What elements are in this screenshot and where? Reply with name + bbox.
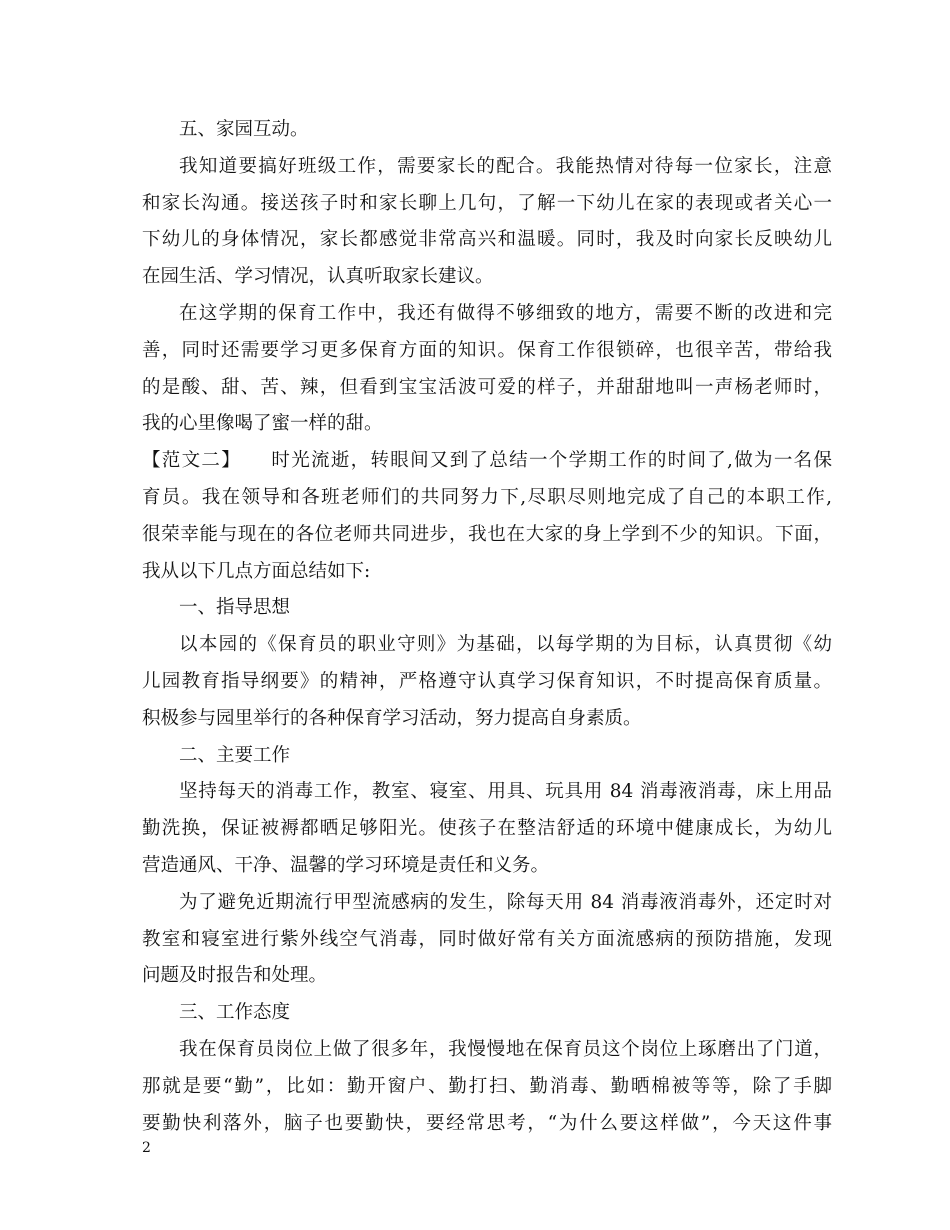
text-line: 在这学期的保育工作中，我还有做得不够细致的地方，需要不断的改进和完 [179,303,832,324]
text-line: 二、主要工作 [179,744,291,766]
text-line: 善，同时还需要学习更多保育方面的知识。保育工作很锁碎，也很辛苦，带给我 [142,339,832,361]
text-line: 三、工作态度 [179,1002,291,1024]
text-line: 一、指导思想 [179,597,291,619]
text-line: 积极参与园里举行的各种保育学习活动，努力提高自身素质。 [142,707,642,729]
text-line: 我在保育员岗位上做了很多年，我慢慢地在保育员这个岗位上琢磨出了门道， [179,1039,832,1060]
text-line: 营造通风、干净、温馨的学习环境是责任和义务。 [142,855,550,876]
text-line: 那就是要“勤”，比如：勤开窗户、勤打扫、勤消毒、勤晒棉被等等，除了手脚 [142,1075,832,1097]
text-line: 问题及时报告和处理。 [142,965,328,987]
text-line: 儿园教育指导纲要》的精神，严格遵守认真学习保育知识，不时提高保育质量。 [142,671,832,692]
text-line: 在园生活、学习情况，认真听取家长建议。 [142,266,494,288]
text-line: 坚持每天的消毒工作，教室、寝室、用具、玩具用 84 消毒液消毒，床上用品 [179,781,832,803]
text-line: 我的心里像喝了蜜一样的甜。 [142,413,383,435]
text-line: 我知道要搞好班级工作，需要家长的配合。我能热情对待每一位家长，注意 [179,155,832,177]
text-line: 下幼儿的身体情况，家长都感觉非常高兴和温暖。同时，我及时向家长反映幼儿 [142,229,832,251]
page-number: 2 [142,1140,151,1156]
text-line: 【范文二】 时光流逝，转眼间又到了总结一个学期工作的时间了,做为一名保 [142,450,832,472]
text-line: 的是酸、甜、苦、辣，但看到宝宝活波可爱的样子，并甜甜地叫一声杨老师时， [142,376,832,398]
text-line: 和家长沟通。接送孩子时和家长聊上几句，了解一下幼儿在家的表现或者关心一 [142,192,832,214]
text-line: 五、家园互动。 [179,119,309,140]
text-line: 教室和寝室进行紫外线空气消毒，同时做好常有关方面流感病的预防措施，发现 [142,928,832,950]
text-line: 我从以下几点方面总结如下: [142,560,371,582]
text-line: 勤洗换，保证被褥都晒足够阳光。使孩子在整洁舒适的环境中健康成长，为幼儿 [142,818,832,840]
text-line: 要勤快利落外，脑子也要勤快，要经常思考，“为什么要这样做”，今天这件事 [142,1112,832,1134]
text-line: 为了避免近期流行甲型流感病的发生，除每天用 84 消毒液消毒外，还定时对 [179,891,832,913]
text-line: 育员。我在领导和各班老师们的共同努力下,尽职尽则地完成了自己的本职工作, [142,487,832,508]
text-line: 很荣幸能与现在的各位老师共同进步，我也在大家的身上学到不少的知识。下面， [142,523,832,545]
text-line: 以本园的《保育员的职业守则》为基础，以每学期的为目标，认真贯彻《幼 [179,634,832,656]
